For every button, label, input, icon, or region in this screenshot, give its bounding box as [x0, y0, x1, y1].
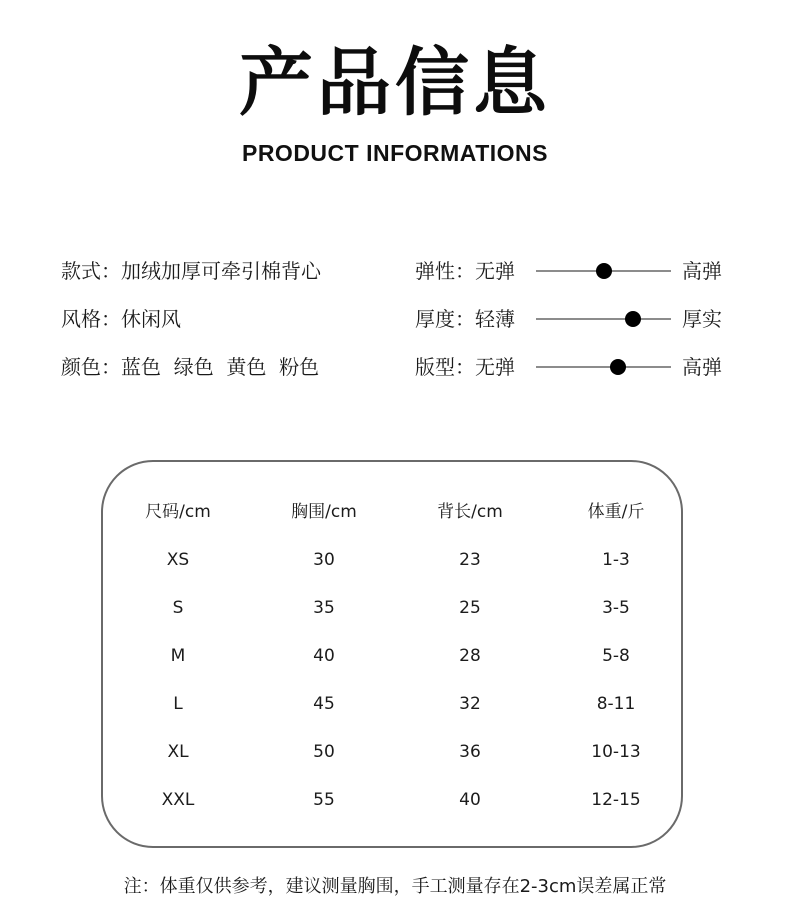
attribute-label: 颜色：	[61, 355, 121, 379]
table-cell: M	[170, 646, 186, 666]
attribute-label: 款式：	[61, 259, 121, 283]
table-cell: 10-13	[591, 742, 641, 762]
table-cell: 5-8	[602, 646, 630, 666]
table-cell: XL	[167, 742, 189, 762]
table-row	[103, 536, 681, 584]
scale-knob	[610, 359, 626, 375]
table-header-cell: 胸围/cm	[291, 502, 357, 522]
scale-low-label: 轻薄	[475, 307, 515, 331]
scale-high-label: 高弹	[682, 259, 722, 283]
attribute-genre	[61, 303, 321, 351]
attribute-style	[61, 255, 321, 303]
table-cell: 35	[313, 598, 335, 618]
table-cell: 25	[459, 598, 481, 618]
scale-high-label: 高弹	[682, 355, 722, 379]
table-cell: 3-5	[602, 598, 630, 618]
thickness-scale	[415, 303, 755, 351]
table-row	[103, 584, 681, 632]
table-cell: 8-11	[596, 694, 636, 714]
scale-track	[536, 318, 671, 320]
table-header-cell: 背长/cm	[437, 502, 503, 522]
table-row	[103, 776, 681, 824]
table-cell: 30	[313, 550, 335, 570]
table-cell: 40	[313, 646, 335, 666]
table-cell: 40	[459, 790, 481, 810]
table-header-row	[103, 488, 681, 536]
table-cell: XXL	[161, 790, 195, 810]
attribute-color	[61, 351, 321, 399]
size-table	[103, 488, 681, 824]
table-row	[103, 632, 681, 680]
fit-scale	[415, 351, 755, 399]
table-header-cell: 体重/斤	[587, 502, 645, 522]
table-row	[103, 728, 681, 776]
scale-knob	[596, 263, 612, 279]
scale-knob	[625, 311, 641, 327]
table-cell: 45	[313, 694, 335, 714]
scale-label: 厚度：	[415, 307, 475, 331]
footnote: 注：体重仅供参考，建议测量胸围，手工测量存在2-3cm误差属正常	[123, 876, 667, 897]
elasticity-scale	[415, 255, 755, 303]
scale-high-label: 厚实	[682, 307, 722, 331]
scale-label: 弹性：	[415, 259, 475, 283]
table-cell: 1-3	[602, 550, 630, 570]
size-chart	[101, 460, 683, 848]
table-cell: XS	[166, 550, 190, 570]
scale-label: 版型：	[415, 355, 475, 379]
table-cell: S	[172, 598, 184, 618]
table-cell: 55	[313, 790, 335, 810]
product-attributes	[61, 255, 321, 399]
table-cell: 50	[313, 742, 335, 762]
page-subtitle: PRODUCT INFORMATIONS	[241, 140, 548, 166]
product-scales	[415, 255, 755, 399]
scale-low-label: 无弹	[475, 259, 515, 283]
table-cell: 12-15	[591, 790, 641, 810]
attribute-label: 风格：	[61, 307, 121, 331]
scale-track	[536, 270, 671, 272]
table-cell: 32	[459, 694, 481, 714]
scale-track	[536, 366, 671, 368]
table-row	[103, 680, 681, 728]
table-cell: 28	[459, 646, 481, 666]
table-cell: 36	[459, 742, 481, 762]
page-title: 产品信息	[239, 40, 551, 126]
attribute-value: 休闲风	[121, 307, 181, 331]
table-cell: L	[173, 694, 183, 714]
table-header-cell: 尺码/cm	[145, 502, 211, 522]
attribute-value: 加绒加厚可牵引棉背心	[121, 259, 321, 283]
attribute-value: 蓝色 绿色 黄色 粉色	[121, 355, 320, 379]
scale-low-label: 无弹	[475, 355, 515, 379]
table-cell: 23	[459, 550, 481, 570]
